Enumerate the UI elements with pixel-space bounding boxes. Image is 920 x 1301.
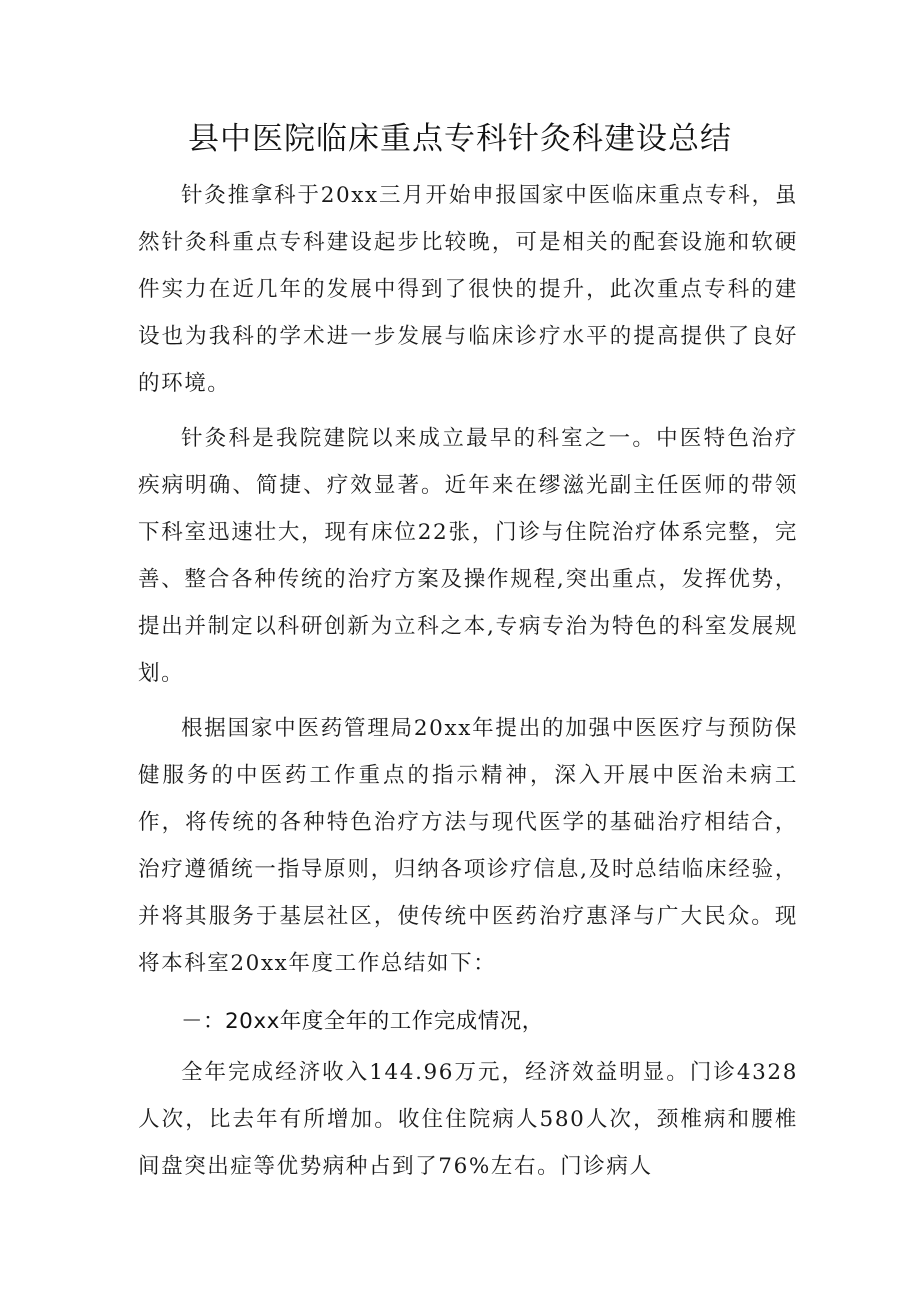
document-body	[138, 172, 798, 1198]
paragraph-work-completion: 全年完成经济收入144.96万元，经济效益明显。门诊4328人次，比去年有所增加。收住住院病人580人次，颈椎病和腰椎间盘突出症等优势病种占到了76%左右。门诊病人	[138, 1060, 798, 1179]
paragraph-department-overview: 针灸科是我院建院以来成立最早的科室之一。中医特色治疗疾病明确、简捷、疗效显著。近年来在缪滋光副主任医师的带领下科室迅速壮大，现有床位22张，门诊与住院治疗体系完整，完善、整合各种传统的治疗方案及操作规程,突出重点，发挥优势，提出并制定以科研创新为立科之本,专病专治为特色的科室发展规划。	[138, 426, 798, 686]
section-heading: －：20xx年度全年的工作完成情况，	[181, 1009, 544, 1034]
paragraph-guiding-principles: 根据国家中医药管理局20xx年提出的加强中医医疗与预防保健服务的中医药工作重点的指示精神，深入开展中医治未病工作，将传统的各种特色治疗方法与现代医学的基础治疗相结合，治疗遵循统一指导原则，归纳各项诊疗信息,及时总结临床经验，并将其服务于基层社区，使传统中医药治疗惠泽与广大民众。现将本科室20xx年度工作总结如下：	[138, 716, 798, 976]
paragraph-intro: 针灸推拿科于20xx三月开始申报国家中医临床重点专科，虽然针灸科重点专科建设起步比较晚，可是相关的配套设施和软硬件实力在近几年的发展中得到了很快的提升，此次重点专科的建设也为我科的学术进一步发展与临床诊疗水平的提高提供了良好的环境。	[138, 183, 798, 396]
document-title: 县中医院临床重点专科针灸科建设总结	[188, 121, 732, 157]
